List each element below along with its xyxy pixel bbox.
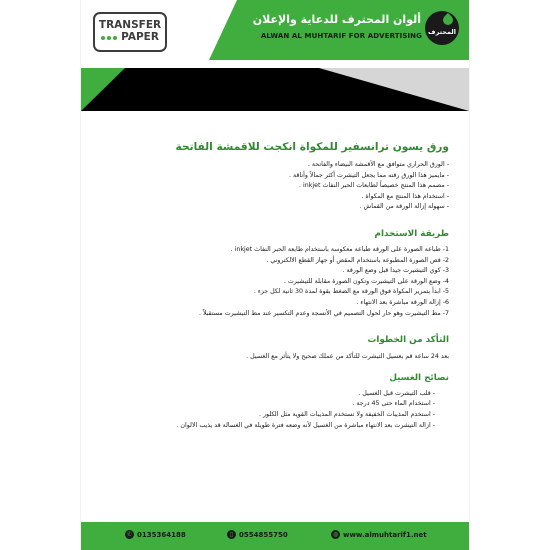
feature-item: - مصمم هذا المنتج خصيصاً لطابعات الحبر النفاث inkjet . [299,182,449,190]
feature-item: - الورق الحراري متوافق مع الأقمشة البيضاء والفاتحة . [307,161,449,168]
main-content [101,140,449,431]
transfer-paper-logo-line1: TRANSFER [98,19,162,31]
globe-icon: ◍ [332,531,339,538]
company-name-arabic: ألوان المحترف للدعاية والإعلان [252,13,421,26]
features-list [101,160,449,213]
footer-phone[interactable] [125,530,186,539]
company-name-english: ALWAN AL MUHTARIF FOR ADVERTISING [260,32,422,40]
product-title: ورق يسون ترانسفير للمكواة انكجت للاقمشة الفاتحة [175,141,449,153]
company-logo [425,11,459,45]
usage-step: 3- كوي التيشيرت جيدا قبل وضع الورقة . [342,267,449,275]
phone-icon: ✆ [126,531,133,538]
drop-icon [441,13,455,27]
washing-tip: - ازالة التيشرت بعد الانتهاء مباشرة من الغسيل لأنه وضعه فترة طويلة في الغسالة قد يذيب الالوان . [176,421,435,429]
washing-tip: - استخدام الماء حتى 45 درجة . [352,400,435,408]
feature-item: - استخدام هذا المنتج مع المكواة . [361,192,449,200]
transfer-paper-logo-line2: PAPER [121,31,159,43]
verification-heading: التأكد من الخطوات [367,335,449,346]
header-diagonal [209,0,237,60]
usage-step: 6- إزالة الورقة مباشرة بعد الانتهاء . [356,298,449,306]
mobile-icon: ▯ [227,530,236,539]
document-page [81,0,469,550]
transfer-paper-logo [93,12,167,52]
decorative-green-corner [81,68,125,111]
transfer-paper-logo-line2-row [95,32,165,43]
footer [81,522,469,550]
decorative-separator [81,111,469,119]
feature-item: - سهولة إزالة الورقة من القماش . [359,203,449,211]
washing-tips-heading: نصائح الغسيل [389,372,449,383]
footer-mobile-number: 0554855750 [239,530,288,539]
dots-icon [101,36,117,40]
footer-mobile[interactable] [227,530,288,539]
usage-step: 2- قص الصورة المطبوعة باستخدام المقص أو جهاز القطع الالكتروني . [266,256,449,264]
usage-step: 7- مط التيشيرت وهو حار لحول التصميم في الأنسجة وعدم التكسير عند مط التيشيرت مستقبلاً . [199,309,449,317]
footer-website-url: www.almuhtarif1.net [343,530,427,539]
footer-website[interactable] [331,530,427,539]
company-logo-text: المحترف [428,28,456,36]
usage-steps-list [101,245,449,319]
washing-tips-list [101,389,449,431]
decorative-grey-corner [319,68,469,111]
usage-step: 1- طباعة الصورة على الورقة طباعة معكوسة باستخدام طابعة الحبر النفاث inkjet . [230,245,449,253]
washing-tip: - استخدم المذيبات الخفيفة ولا تستخدم المذيبات القوية مثل الكلور . [258,410,435,418]
verification-text: بعد 24 ساعة قم بغسيل التيشرت للتأكد من عملك صحيح ولا يتأثر مع الغسيل . [246,353,449,361]
footer-phone-number: 0135364188 [137,530,186,539]
washing-tip: - قلب التيشرت قبل الغسيل . [358,389,435,397]
feature-item: - مايميز هذا الورق رقته مما يجعل التيشرت أكثر جمالاً وأناقة . [289,171,449,179]
header [81,0,469,60]
usage-step: 4- وضع الورقة على التيشيرت وتكون الصورة مقابلة للتيشيرت . [283,277,449,285]
usage-step: 5- ابدأ بتمرير المكواة فوق الورقة مع الضغط بقوة لمدة 30 ثانية لكل جزء . [253,288,449,296]
usage-heading: طريقة الاستخدام [374,228,449,239]
